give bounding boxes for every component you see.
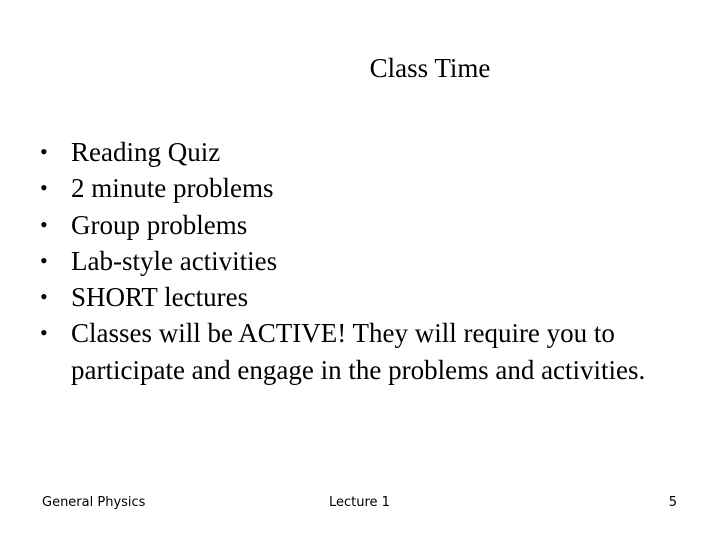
bullet-icon: •: [40, 175, 48, 201]
bullet-text: Group problems: [71, 209, 248, 240]
bullet-text: SHORT lectures: [71, 282, 249, 313]
bullet-text: Lab-style activities: [71, 245, 278, 276]
bullet-icon: •: [40, 211, 48, 237]
bullet-text: Classes will be ACTIVE! They will require you to participate and engage in the problems and activities.: [71, 318, 646, 385]
bullet-text: 2 minute problems: [71, 173, 274, 204]
bullet-item: [40, 134, 680, 170]
bullet-item: [40, 207, 680, 243]
bullet-item: [40, 279, 680, 315]
footer-lecture-label: Lecture 1: [329, 495, 390, 510]
bullet-item: [40, 315, 680, 388]
bullet-icon: •: [40, 320, 48, 346]
bullet-text: Reading Quiz: [71, 137, 221, 167]
bullet-item: [40, 170, 680, 206]
footer-page-number: 5: [668, 495, 677, 510]
bullet-list: [40, 134, 680, 388]
slide-title: Class Time: [369, 53, 491, 83]
bullet-item: [40, 243, 680, 279]
footer-course-name: General Physics: [42, 495, 146, 510]
bullet-icon: •: [40, 139, 48, 164]
bullet-icon: •: [40, 247, 48, 273]
bullet-icon: •: [40, 284, 48, 310]
